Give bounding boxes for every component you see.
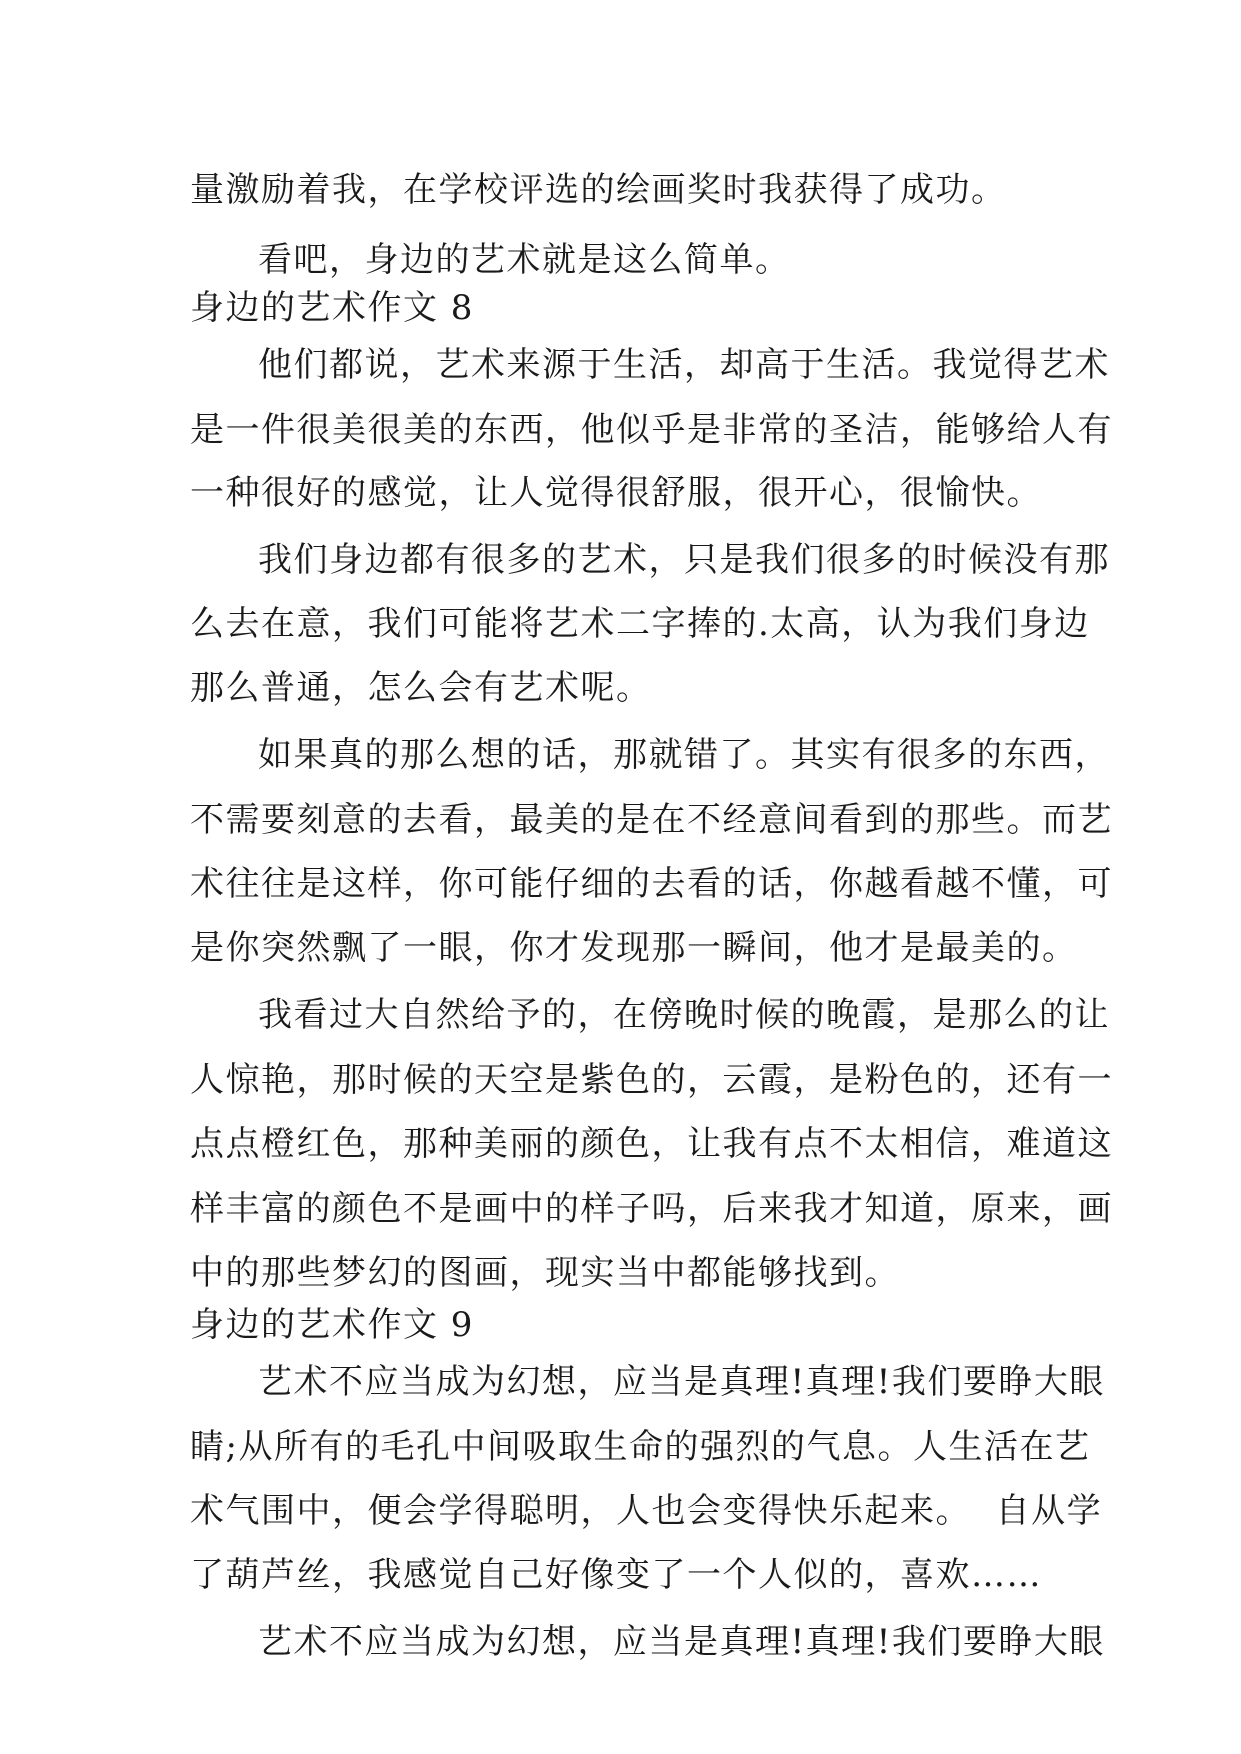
- text-line: 那么普通，怎么会有艺术呢。: [190, 668, 652, 708]
- text-line: 我看过大自然给予的，在傍晚时候的晚霞，是那么的让: [258, 995, 1110, 1035]
- text-line: 量激励着我，在学校评选的绘画奖时我获得了成功。: [190, 170, 1007, 210]
- text-line: 样丰富的颜色不是画中的样子吗，后来我才知道，原来，画: [190, 1189, 1113, 1229]
- text-line: 睛;从所有的毛孔中间吸取生命的强烈的气息。人生活在艺: [190, 1427, 1091, 1467]
- text-line: 是一件很美很美的东西，他似乎是非常的圣洁，能够给人有: [190, 410, 1113, 450]
- text-line: 了葫芦丝，我感觉自己好像变了一个人似的，喜欢……: [190, 1555, 1042, 1595]
- section-heading: 身边的艺术作文 8: [190, 288, 474, 328]
- text-line: 中的那些梦幻的图画，现实当中都能够找到。: [190, 1253, 900, 1293]
- text-line: 艺术不应当成为幻想，应当是真理!真理!我们要睁大眼: [258, 1622, 1105, 1662]
- section-heading: 身边的艺术作文 9: [190, 1305, 474, 1345]
- text-line: 一种很好的感觉，让人觉得很舒服，很开心，很愉快。: [190, 473, 1042, 513]
- text-line: 如果真的那么想的话，那就错了。其实有很多的东西，: [258, 735, 1110, 775]
- text-line: 不需要刻意的去看，最美的是在不经意间看到的那些。而艺: [190, 800, 1113, 840]
- text-line: 看吧，身边的艺术就是这么简单。: [258, 240, 791, 280]
- text-line: 我们身边都有很多的艺术，只是我们很多的时候没有那: [258, 540, 1110, 580]
- text-line: 是你突然飘了一眼，你才发现那一瞬间，他才是最美的。: [190, 928, 1078, 968]
- text-line: 他们都说，艺术来源于生活，却高于生活。我觉得艺术: [258, 345, 1110, 385]
- text-line: 术往往是这样，你可能仔细的去看的话，你越看越不懂，可: [190, 864, 1113, 904]
- text-line: 点点橙红色，那种美丽的颜色，让我有点不太相信，难道这: [190, 1124, 1113, 1164]
- text-line: 术气围中，便会学得聪明，人也会变得快乐起来。 自从学: [190, 1491, 1103, 1531]
- text-line: 人惊艳，那时候的天空是紫色的，云霞，是粉色的，还有一: [190, 1060, 1113, 1100]
- text-line: 么去在意，我们可能将艺术二字捧的.太高，认为我们身边: [190, 604, 1090, 644]
- text-line: 艺术不应当成为幻想，应当是真理!真理!我们要睁大眼: [258, 1362, 1105, 1402]
